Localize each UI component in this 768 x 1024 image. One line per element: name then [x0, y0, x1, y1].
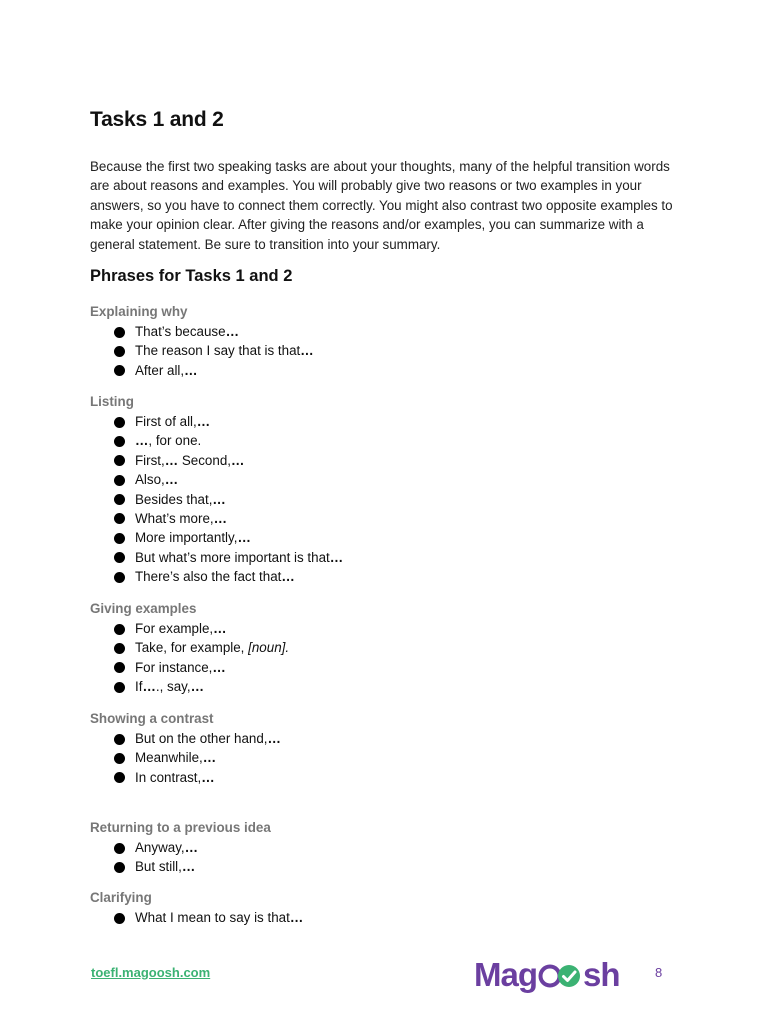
phrase-text: …	[196, 414, 211, 429]
section-giving-examples	[90, 599, 289, 697]
section-title: Showing a contrast	[90, 711, 214, 726]
phrase-text: …	[201, 769, 215, 785]
section-explaining-why	[90, 302, 314, 380]
phrase-text: , for one.	[148, 433, 202, 449]
phrase-text: Besides that,	[135, 491, 213, 507]
section-returning-previous-idea	[90, 818, 271, 877]
phrase-text: But on the other hand,	[135, 731, 268, 746]
list-item	[90, 341, 314, 360]
logo-text-left: Mag	[474, 956, 537, 993]
phrase-text: …	[300, 343, 314, 359]
phrase-text: …	[202, 750, 217, 766]
bullet-icon	[114, 475, 125, 486]
list-item	[90, 768, 281, 787]
list-item	[90, 838, 271, 857]
phrase-text: …	[212, 491, 226, 507]
list-item	[90, 322, 314, 341]
phrase-text: …	[164, 452, 179, 468]
phrase-list	[90, 619, 289, 697]
list-item	[90, 619, 289, 638]
phrase-text: In contrast,	[135, 769, 202, 785]
phrase-text: First,	[135, 452, 165, 468]
phrase-text: …	[212, 659, 226, 675]
phrase-text: …	[142, 679, 156, 695]
phrase-text: For instance,	[135, 659, 213, 675]
list-item	[90, 908, 303, 927]
phrase-text: [noun].	[248, 640, 290, 656]
phrase-text: …	[184, 840, 199, 855]
logo-text-right: sh	[583, 956, 620, 993]
phrase-text: If	[135, 679, 143, 695]
list-item	[90, 431, 343, 450]
phrase-text: After all,	[135, 362, 185, 378]
list-item	[90, 548, 343, 567]
section-showing-contrast	[90, 709, 281, 787]
phrase-text: …	[329, 549, 344, 565]
phrase-text: Take, for example,	[135, 640, 249, 656]
bullet-icon	[114, 513, 125, 524]
phrase-text: …	[190, 679, 204, 695]
list-item	[90, 451, 343, 470]
phrase-text: For example,	[135, 621, 214, 636]
section-listing	[90, 392, 343, 587]
list-item	[90, 658, 289, 677]
phrase-text: Anyway,	[135, 840, 185, 855]
phrase-text: What’s more,	[135, 510, 214, 526]
list-item	[90, 638, 289, 657]
bullet-icon	[114, 327, 125, 338]
footer-website-link[interactable]: toefl.magoosh.com	[91, 965, 211, 980]
logo-oo-icon	[538, 960, 582, 990]
bullet-icon	[114, 662, 125, 673]
list-item	[90, 490, 343, 509]
list-item	[90, 412, 343, 431]
list-item	[90, 748, 281, 767]
list-item	[90, 677, 289, 696]
phrase-text: …	[225, 324, 239, 339]
phrase-text: …	[213, 510, 228, 526]
section-title: Listing	[90, 394, 134, 409]
bullet-icon	[114, 494, 125, 505]
bullet-icon	[114, 436, 125, 447]
bullet-icon	[114, 365, 125, 376]
phrase-text: Second,	[178, 452, 231, 468]
list-item	[90, 509, 343, 528]
section-title: Clarifying	[90, 890, 152, 905]
intro-paragraph: Because the first two speaking tasks are about your thoughts, many of the helpful transition words are about reasons and examples. You will probably give two reasons or two examples in your answers, so you have to connect them correctly. You might also contrast two opposite examples to make your opinion clear. After giving the reasons and/or examples, you can summarize with a general statement. Be sure to transition into your summary.	[90, 159, 673, 252]
page-number: 8	[655, 965, 663, 980]
bullet-icon	[114, 346, 125, 357]
phrase-text: …	[267, 731, 281, 746]
bullet-icon	[114, 455, 125, 466]
phrase-text: …	[213, 621, 227, 636]
phrase-list	[90, 838, 271, 877]
bullet-icon	[114, 417, 125, 428]
phrase-text: …	[289, 910, 304, 925]
phrase-list	[90, 908, 303, 927]
list-item	[90, 470, 343, 489]
phrase-text: But what’s more important is that	[135, 549, 330, 565]
section-title: Explaining why	[90, 304, 188, 319]
bullet-icon	[114, 533, 125, 544]
phrase-text: What I mean to say is that	[135, 910, 290, 925]
bullet-icon	[114, 643, 125, 654]
phrase-text: …	[184, 362, 198, 378]
phrase-text: …	[237, 530, 251, 546]
section-heading: Phrases for Tasks 1 and 2	[90, 267, 293, 285]
phrase-text: ., say,	[155, 679, 191, 695]
phrase-text: Also,	[135, 472, 165, 488]
bullet-icon	[114, 682, 125, 693]
list-item	[90, 857, 271, 876]
phrase-text: That’s because	[135, 324, 226, 339]
section-clarifying	[90, 888, 303, 927]
list-item	[90, 567, 343, 586]
phrase-text: There’s also the fact that	[135, 569, 282, 585]
page-title: Tasks 1 and 2	[90, 108, 224, 131]
phrase-list	[90, 412, 343, 587]
magoosh-logo	[474, 955, 620, 995]
list-item	[90, 528, 343, 547]
bullet-icon	[114, 624, 125, 635]
bullet-icon	[114, 552, 125, 563]
section-title: Giving examples	[90, 601, 197, 616]
phrase-text: Meanwhile,	[135, 750, 203, 766]
phrase-text: …	[164, 472, 179, 488]
bullet-icon	[114, 843, 125, 854]
list-item	[90, 729, 281, 748]
section-title: Returning to a previous idea	[90, 820, 271, 835]
bullet-icon	[114, 862, 125, 873]
phrase-text: But still,	[135, 859, 182, 875]
bullet-icon	[114, 772, 125, 783]
phrase-list	[90, 322, 314, 380]
list-item	[90, 361, 314, 380]
phrase-text: More importantly,	[135, 530, 238, 546]
phrase-text: …	[135, 433, 149, 449]
phrase-text: The reason I say that is that	[135, 343, 301, 359]
bullet-icon	[114, 734, 125, 745]
phrase-text: …	[231, 452, 245, 468]
bullet-icon	[114, 572, 125, 583]
bullet-icon	[114, 753, 125, 764]
phrase-list	[90, 729, 281, 787]
bullet-icon	[114, 913, 125, 924]
phrase-text: …	[281, 569, 295, 585]
phrase-text: First of all,	[135, 414, 197, 429]
phrase-text: …	[181, 859, 196, 875]
